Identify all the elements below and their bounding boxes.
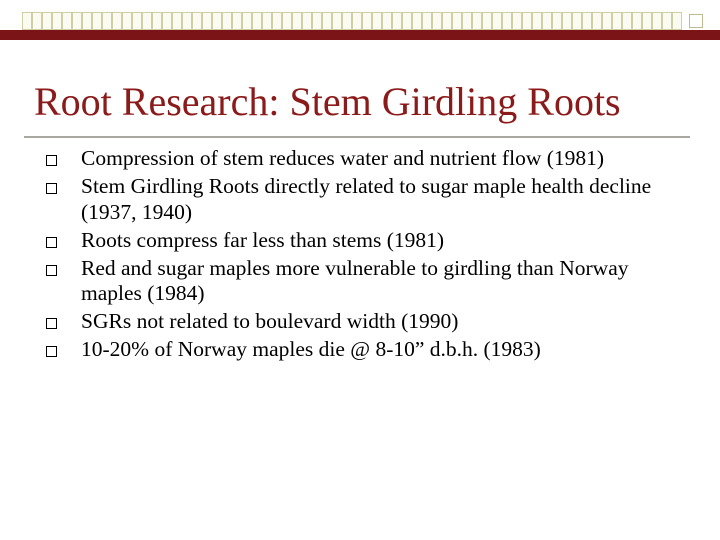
grid-cell (92, 12, 102, 30)
grid-cell (502, 12, 512, 30)
grid-cell (422, 12, 432, 30)
grid-cell (452, 12, 462, 30)
grid-cell (202, 12, 212, 30)
grid-cell (352, 12, 362, 30)
grid-cell (322, 12, 332, 30)
checkered-pattern (22, 12, 688, 30)
bullet-item (46, 174, 666, 225)
grid-cell (402, 12, 412, 30)
hollow-square-icon (46, 318, 57, 329)
grid-cell (592, 12, 602, 30)
grid-cell (212, 12, 222, 30)
bullet-text: Compression of stem reduces water and nutrient flow (1981) (81, 146, 605, 170)
grid-cell (532, 12, 542, 30)
grid-cell (492, 12, 502, 30)
grid-cell (162, 12, 172, 30)
grid-cell (632, 12, 642, 30)
grid-cell (332, 12, 342, 30)
grid-cell (142, 12, 152, 30)
bullet-item (46, 228, 666, 254)
grid-cell (542, 12, 552, 30)
grid-cell (132, 12, 142, 30)
bullet-item (46, 309, 666, 335)
grid-cell (22, 12, 32, 30)
grid-cell (342, 12, 352, 30)
grid-cell (312, 12, 322, 30)
grid-cell (32, 12, 42, 30)
grid-cell (52, 12, 62, 30)
grid-cell (602, 12, 612, 30)
grid-cell (482, 12, 492, 30)
grid-cell (562, 12, 572, 30)
hollow-square-icon (46, 183, 57, 194)
grid-cell (102, 12, 112, 30)
grid-cell (262, 12, 272, 30)
bullet-item (46, 146, 666, 172)
hollow-square-icon (46, 155, 57, 166)
hollow-square-icon (46, 346, 57, 357)
bullet-item (46, 256, 666, 307)
grid-cell (572, 12, 582, 30)
grid-cell (552, 12, 562, 30)
grid-cell (112, 12, 122, 30)
hollow-square-icon (46, 265, 57, 276)
grid-cell (392, 12, 402, 30)
bullet-text: Red and sugar maples more vulnerable to girdling than Norway maples (1984) (81, 255, 629, 305)
hollow-square-icon (46, 237, 57, 248)
grid-cell (172, 12, 182, 30)
grid-cell (282, 12, 292, 30)
grid-cell (582, 12, 592, 30)
grid-cell (442, 12, 452, 30)
grid-cell (372, 12, 382, 30)
grid-cell (82, 12, 92, 30)
maroon-accent-bar (0, 30, 720, 40)
grid-cell (472, 12, 482, 30)
grid-cell (122, 12, 132, 30)
grid-cell (672, 12, 682, 30)
corner-square-icon (689, 14, 703, 28)
grid-cell (462, 12, 472, 30)
grid-cell (42, 12, 52, 30)
grid-cell (152, 12, 162, 30)
grid-cell (622, 12, 632, 30)
grid-cell (512, 12, 522, 30)
grid-cell (642, 12, 652, 30)
grid-cell (382, 12, 392, 30)
grid-cell (272, 12, 282, 30)
grid-cell (432, 12, 442, 30)
bullet-list (46, 146, 666, 365)
bullet-item (46, 337, 666, 363)
grid-cell (302, 12, 312, 30)
grid-cell (72, 12, 82, 30)
title-divider (24, 136, 690, 138)
slide-header-decoration (0, 0, 720, 40)
bullet-text: Roots compress far less than stems (1981) (81, 227, 445, 252)
grid-cell (232, 12, 242, 30)
grid-cell (292, 12, 302, 30)
slide-title: Root Research: Stem Girdling Roots (34, 79, 621, 124)
grid-cell (62, 12, 72, 30)
grid-cell (182, 12, 192, 30)
grid-cell (242, 12, 252, 30)
grid-cell (412, 12, 422, 30)
grid-cell (192, 12, 202, 30)
grid-cell (222, 12, 232, 30)
grid-cell (252, 12, 262, 30)
grid-cell (662, 12, 672, 30)
bullet-text: Stem Girdling Roots directly related to sugar maple health decline (1937, 1940) (81, 174, 652, 224)
grid-cell (652, 12, 662, 30)
bullet-text: SGRs not related to boulevard width (1990) (81, 309, 459, 333)
grid-cell (362, 12, 372, 30)
grid-cell (522, 12, 532, 30)
grid-cell (612, 12, 622, 30)
bullet-text: 10-20% of Norway maples die @ 8-10” d.b.h. (1983) (81, 337, 541, 361)
